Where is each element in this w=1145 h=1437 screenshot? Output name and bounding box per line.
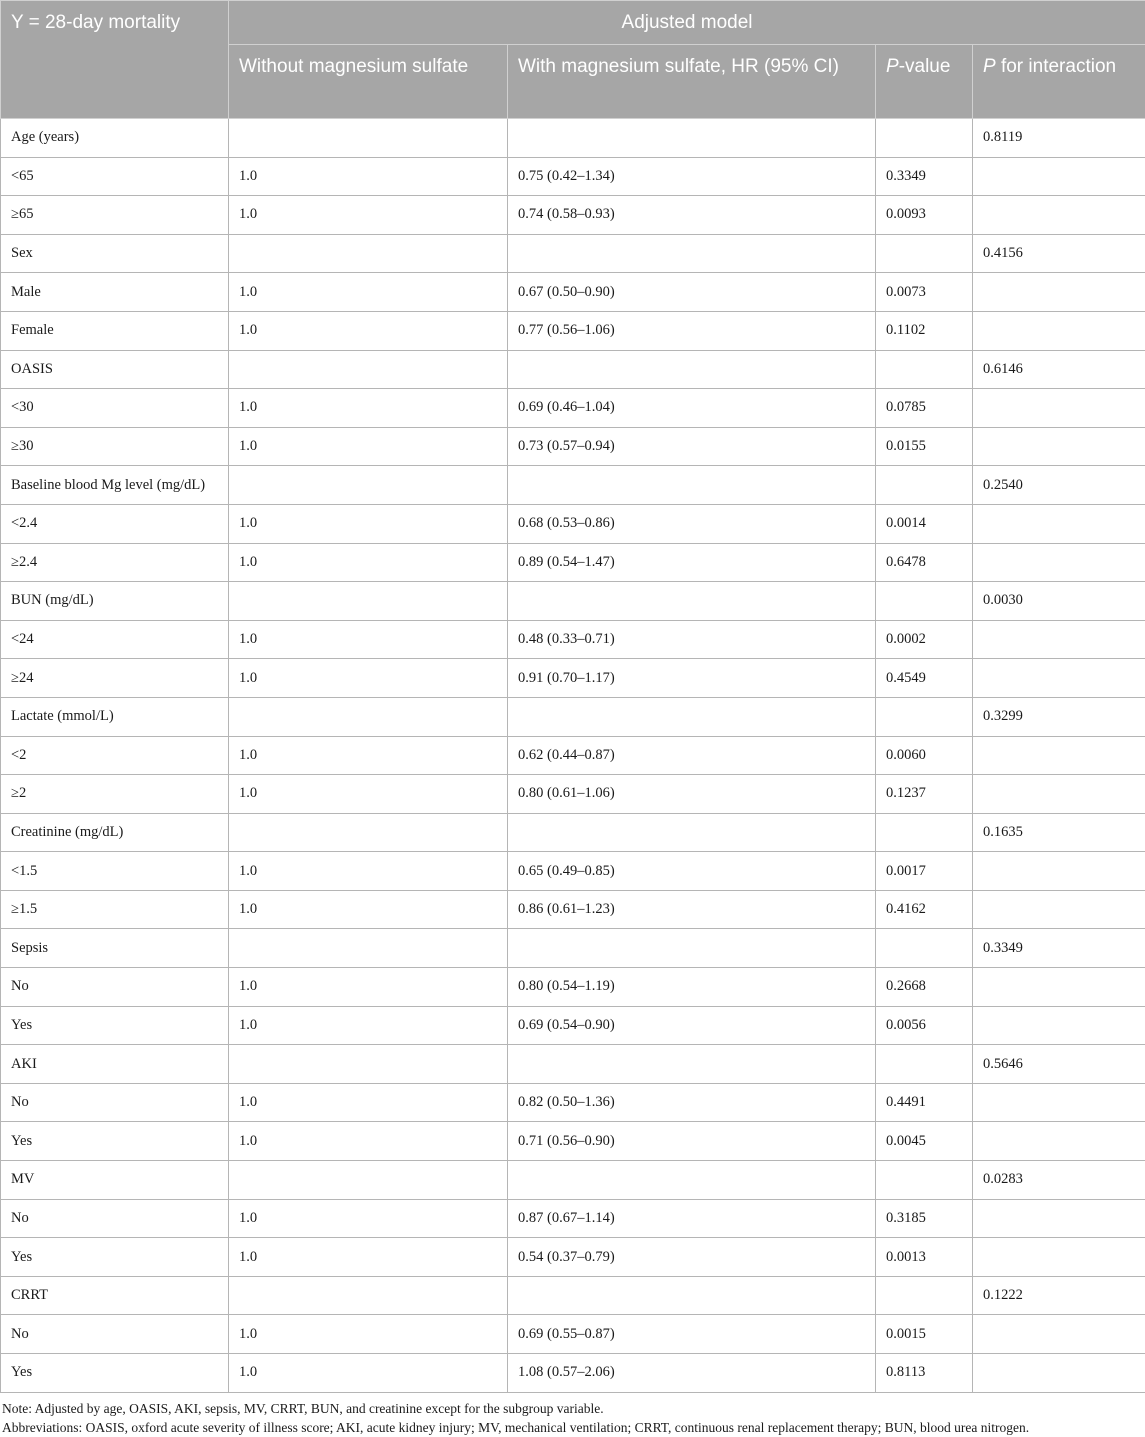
p-interaction-cell	[973, 1315, 1145, 1354]
with-magnesium-hr-cell	[508, 1161, 876, 1200]
row-label: <24	[1, 620, 229, 659]
row-label: ≥2	[1, 775, 229, 814]
p-value-cell: 0.0002	[876, 620, 973, 659]
table-row	[1, 813, 1145, 852]
row-label: <2	[1, 736, 229, 775]
with-magnesium-hr-cell: 0.80 (0.61–1.06)	[508, 775, 876, 814]
p-interaction-cell	[973, 196, 1145, 235]
p-interaction-cell: 0.5646	[973, 1045, 1145, 1084]
with-magnesium-hr-cell: 0.80 (0.54–1.19)	[508, 968, 876, 1007]
p-interaction-cell	[973, 620, 1145, 659]
p-interaction-italic: P	[983, 56, 996, 77]
without-magnesium-cell: 1.0	[229, 736, 508, 775]
with-magnesium-hr-cell: 1.08 (0.57–2.06)	[508, 1354, 876, 1393]
p-interaction-cell	[973, 389, 1145, 428]
p-value-cell: 0.0014	[876, 504, 973, 543]
with-magnesium-hr-cell: 0.69 (0.55–0.87)	[508, 1315, 876, 1354]
row-label: Lactate (mmol/L)	[1, 697, 229, 736]
without-magnesium-cell	[229, 350, 508, 389]
table-body	[1, 119, 1145, 1393]
p-value-cell	[876, 234, 973, 273]
p-value-cell: 0.0155	[876, 427, 973, 466]
without-magnesium-cell	[229, 1045, 508, 1084]
p-value-cell	[876, 1276, 973, 1315]
table-row	[1, 659, 1145, 698]
table-row	[1, 1006, 1145, 1045]
p-value-header	[876, 45, 973, 119]
p-interaction-cell	[973, 427, 1145, 466]
row-label: Yes	[1, 1006, 229, 1045]
without-magnesium-cell	[229, 119, 508, 158]
without-magnesium-cell	[229, 1276, 508, 1315]
table-row	[1, 968, 1145, 1007]
without-magnesium-cell: 1.0	[229, 1238, 508, 1277]
table-row	[1, 389, 1145, 428]
row-label: Baseline blood Mg level (mg/dL)	[1, 466, 229, 505]
p-interaction-header	[973, 45, 1145, 119]
without-magnesium-cell: 1.0	[229, 157, 508, 196]
table-note: Note: Adjusted by age, OASIS, AKI, sepsis, MV, CRRT, BUN, and creatinine except for the subgroup variable.	[0, 1399, 1145, 1418]
header-row-1	[1, 1, 1145, 45]
with-magnesium-hr-cell: 0.48 (0.33–0.71)	[508, 620, 876, 659]
p-value-cell: 0.0073	[876, 273, 973, 312]
row-label: ≥65	[1, 196, 229, 235]
p-interaction-cell	[973, 852, 1145, 891]
with-magnesium-hr-cell: 0.69 (0.46–1.04)	[508, 389, 876, 428]
table-row	[1, 504, 1145, 543]
p-value-cell: 0.1237	[876, 775, 973, 814]
row-label: Male	[1, 273, 229, 312]
p-interaction-cell: 0.2540	[973, 466, 1145, 505]
with-magnesium-hr-cell: 0.91 (0.70–1.17)	[508, 659, 876, 698]
row-label: Female	[1, 311, 229, 350]
with-magnesium-hr-cell	[508, 813, 876, 852]
table-row	[1, 1083, 1145, 1122]
p-interaction-cell	[973, 1354, 1145, 1393]
p-interaction-cell: 0.3299	[973, 697, 1145, 736]
with-magnesium-hr-cell: 0.67 (0.50–0.90)	[508, 273, 876, 312]
table-row	[1, 852, 1145, 891]
p-interaction-cell	[973, 1006, 1145, 1045]
with-magnesium-hr-cell	[508, 350, 876, 389]
p-value-cell: 0.0017	[876, 852, 973, 891]
p-value-rest: -value	[899, 56, 951, 77]
p-italic: P	[886, 56, 899, 77]
table-row	[1, 234, 1145, 273]
p-interaction-rest: for interaction	[996, 56, 1116, 77]
with-magnesium-header: With magnesium sulfate, HR (95% CI)	[508, 45, 876, 119]
p-value-cell: 0.8113	[876, 1354, 973, 1393]
with-magnesium-hr-cell: 0.68 (0.53–0.86)	[508, 504, 876, 543]
p-interaction-cell	[973, 504, 1145, 543]
row-label: No	[1, 968, 229, 1007]
p-interaction-cell: 0.0030	[973, 582, 1145, 621]
without-magnesium-cell	[229, 929, 508, 968]
with-magnesium-hr-cell	[508, 1276, 876, 1315]
p-interaction-cell: 0.3349	[973, 929, 1145, 968]
without-magnesium-cell: 1.0	[229, 196, 508, 235]
without-magnesium-cell: 1.0	[229, 427, 508, 466]
row-label: Creatinine (mg/dL)	[1, 813, 229, 852]
row-label: No	[1, 1199, 229, 1238]
p-value-cell: 0.0060	[876, 736, 973, 775]
table-row	[1, 1199, 1145, 1238]
p-interaction-cell	[973, 1083, 1145, 1122]
p-value-cell: 0.1102	[876, 311, 973, 350]
table-row	[1, 775, 1145, 814]
table-row	[1, 1315, 1145, 1354]
with-magnesium-hr-cell: 0.69 (0.54–0.90)	[508, 1006, 876, 1045]
row-label: Yes	[1, 1122, 229, 1161]
table-header	[1, 1, 1145, 119]
p-value-cell: 0.4162	[876, 890, 973, 929]
row-label: ≥1.5	[1, 890, 229, 929]
p-interaction-cell: 0.1635	[973, 813, 1145, 852]
p-interaction-cell	[973, 968, 1145, 1007]
without-magnesium-cell: 1.0	[229, 543, 508, 582]
row-label: Sex	[1, 234, 229, 273]
p-value-cell: 0.4491	[876, 1083, 973, 1122]
row-label: CRRT	[1, 1276, 229, 1315]
with-magnesium-hr-cell	[508, 929, 876, 968]
with-magnesium-hr-cell: 0.77 (0.56–1.06)	[508, 311, 876, 350]
p-value-cell	[876, 466, 973, 505]
table-row	[1, 466, 1145, 505]
adjusted-model-header: Adjusted model	[229, 1, 1145, 45]
table-row	[1, 736, 1145, 775]
p-value-cell	[876, 813, 973, 852]
with-magnesium-hr-cell: 0.74 (0.58–0.93)	[508, 196, 876, 235]
row-label: AKI	[1, 1045, 229, 1084]
table-row	[1, 157, 1145, 196]
p-interaction-cell	[973, 775, 1145, 814]
p-value-cell	[876, 929, 973, 968]
with-magnesium-hr-cell	[508, 697, 876, 736]
row-label: BUN (mg/dL)	[1, 582, 229, 621]
p-value-cell: 0.0015	[876, 1315, 973, 1354]
without-magnesium-cell: 1.0	[229, 890, 508, 929]
row-label: ≥2.4	[1, 543, 229, 582]
row-label: ≥24	[1, 659, 229, 698]
without-magnesium-cell: 1.0	[229, 1083, 508, 1122]
with-magnesium-hr-cell: 0.62 (0.44–0.87)	[508, 736, 876, 775]
without-magnesium-cell	[229, 697, 508, 736]
without-magnesium-cell	[229, 1161, 508, 1200]
p-value-cell: 0.0093	[876, 196, 973, 235]
table-abbreviations: Abbreviations: OASIS, oxford acute severity of illness score; AKI, acute kidney injury; MV, mechanical ventilation; CRRT, continuous renal replacement therapy; BUN, blood urea nitrogen.	[0, 1418, 1145, 1437]
with-magnesium-hr-cell: 0.87 (0.67–1.14)	[508, 1199, 876, 1238]
with-magnesium-hr-cell: 0.75 (0.42–1.34)	[508, 157, 876, 196]
p-value-cell: 0.4549	[876, 659, 973, 698]
without-magnesium-cell: 1.0	[229, 659, 508, 698]
p-value-cell: 0.2668	[876, 968, 973, 1007]
table-row	[1, 196, 1145, 235]
p-value-cell	[876, 697, 973, 736]
row-label: ≥30	[1, 427, 229, 466]
with-magnesium-hr-cell: 0.71 (0.56–0.90)	[508, 1122, 876, 1161]
p-interaction-cell	[973, 736, 1145, 775]
with-magnesium-hr-cell: 0.89 (0.54–1.47)	[508, 543, 876, 582]
row-label: OASIS	[1, 350, 229, 389]
table-row	[1, 350, 1145, 389]
p-value-cell: 0.6478	[876, 543, 973, 582]
without-magnesium-cell	[229, 466, 508, 505]
with-magnesium-hr-cell	[508, 234, 876, 273]
p-value-cell: 0.0056	[876, 1006, 973, 1045]
table-row	[1, 1122, 1145, 1161]
with-magnesium-hr-cell	[508, 119, 876, 158]
table-row	[1, 543, 1145, 582]
table-row	[1, 890, 1145, 929]
p-interaction-cell: 0.0283	[973, 1161, 1145, 1200]
table-row	[1, 273, 1145, 312]
p-interaction-cell: 0.8119	[973, 119, 1145, 158]
without-magnesium-cell: 1.0	[229, 1354, 508, 1393]
row-label: MV	[1, 1161, 229, 1200]
p-value-cell	[876, 1161, 973, 1200]
table-row	[1, 311, 1145, 350]
table-row	[1, 1276, 1145, 1315]
p-interaction-cell: 0.4156	[973, 234, 1145, 273]
with-magnesium-hr-cell: 0.65 (0.49–0.85)	[508, 852, 876, 891]
p-interaction-cell	[973, 659, 1145, 698]
table-row	[1, 427, 1145, 466]
with-magnesium-hr-cell: 0.54 (0.37–0.79)	[508, 1238, 876, 1277]
without-magnesium-cell	[229, 234, 508, 273]
p-interaction-cell	[973, 311, 1145, 350]
p-interaction-cell: 0.6146	[973, 350, 1145, 389]
p-interaction-cell	[973, 1199, 1145, 1238]
p-value-cell: 0.0013	[876, 1238, 973, 1277]
without-magnesium-cell	[229, 813, 508, 852]
row-label: Yes	[1, 1354, 229, 1393]
outcome-header: Y = 28-day mortality	[1, 1, 229, 119]
p-value-cell	[876, 119, 973, 158]
table-row	[1, 582, 1145, 621]
table-row	[1, 620, 1145, 659]
without-magnesium-cell: 1.0	[229, 273, 508, 312]
row-label: Sepsis	[1, 929, 229, 968]
p-value-cell	[876, 350, 973, 389]
with-magnesium-hr-cell	[508, 466, 876, 505]
with-magnesium-hr-cell: 0.73 (0.57–0.94)	[508, 427, 876, 466]
table-row	[1, 1045, 1145, 1084]
table-row	[1, 1354, 1145, 1393]
row-label: No	[1, 1083, 229, 1122]
p-interaction-cell	[973, 157, 1145, 196]
with-magnesium-hr-cell	[508, 1045, 876, 1084]
with-magnesium-hr-cell	[508, 582, 876, 621]
row-label: No	[1, 1315, 229, 1354]
p-interaction-cell	[973, 273, 1145, 312]
without-magnesium-cell: 1.0	[229, 1315, 508, 1354]
without-magnesium-cell	[229, 582, 508, 621]
row-label: <1.5	[1, 852, 229, 891]
p-value-cell: 0.0045	[876, 1122, 973, 1161]
without-magnesium-header: Without magnesium sulfate	[229, 45, 508, 119]
p-interaction-cell: 0.1222	[973, 1276, 1145, 1315]
p-interaction-cell	[973, 543, 1145, 582]
p-value-cell: 0.3185	[876, 1199, 973, 1238]
p-value-cell	[876, 1045, 973, 1084]
row-label: <2.4	[1, 504, 229, 543]
without-magnesium-cell: 1.0	[229, 504, 508, 543]
table-row	[1, 119, 1145, 158]
without-magnesium-cell: 1.0	[229, 852, 508, 891]
without-magnesium-cell: 1.0	[229, 311, 508, 350]
p-interaction-cell	[973, 1122, 1145, 1161]
without-magnesium-cell: 1.0	[229, 1006, 508, 1045]
table-row	[1, 1161, 1145, 1200]
without-magnesium-cell: 1.0	[229, 968, 508, 1007]
p-interaction-cell	[973, 890, 1145, 929]
table-row	[1, 1238, 1145, 1277]
table-row	[1, 697, 1145, 736]
row-label: Age (years)	[1, 119, 229, 158]
p-value-cell: 0.0785	[876, 389, 973, 428]
without-magnesium-cell: 1.0	[229, 389, 508, 428]
with-magnesium-hr-cell: 0.86 (0.61–1.23)	[508, 890, 876, 929]
p-interaction-cell	[973, 1238, 1145, 1277]
without-magnesium-cell: 1.0	[229, 1199, 508, 1238]
with-magnesium-hr-cell: 0.82 (0.50–1.36)	[508, 1083, 876, 1122]
p-value-cell	[876, 582, 973, 621]
without-magnesium-cell: 1.0	[229, 620, 508, 659]
row-label: <65	[1, 157, 229, 196]
p-value-cell: 0.3349	[876, 157, 973, 196]
without-magnesium-cell: 1.0	[229, 1122, 508, 1161]
row-label: Yes	[1, 1238, 229, 1277]
table-row	[1, 929, 1145, 968]
row-label: <30	[1, 389, 229, 428]
without-magnesium-cell: 1.0	[229, 775, 508, 814]
